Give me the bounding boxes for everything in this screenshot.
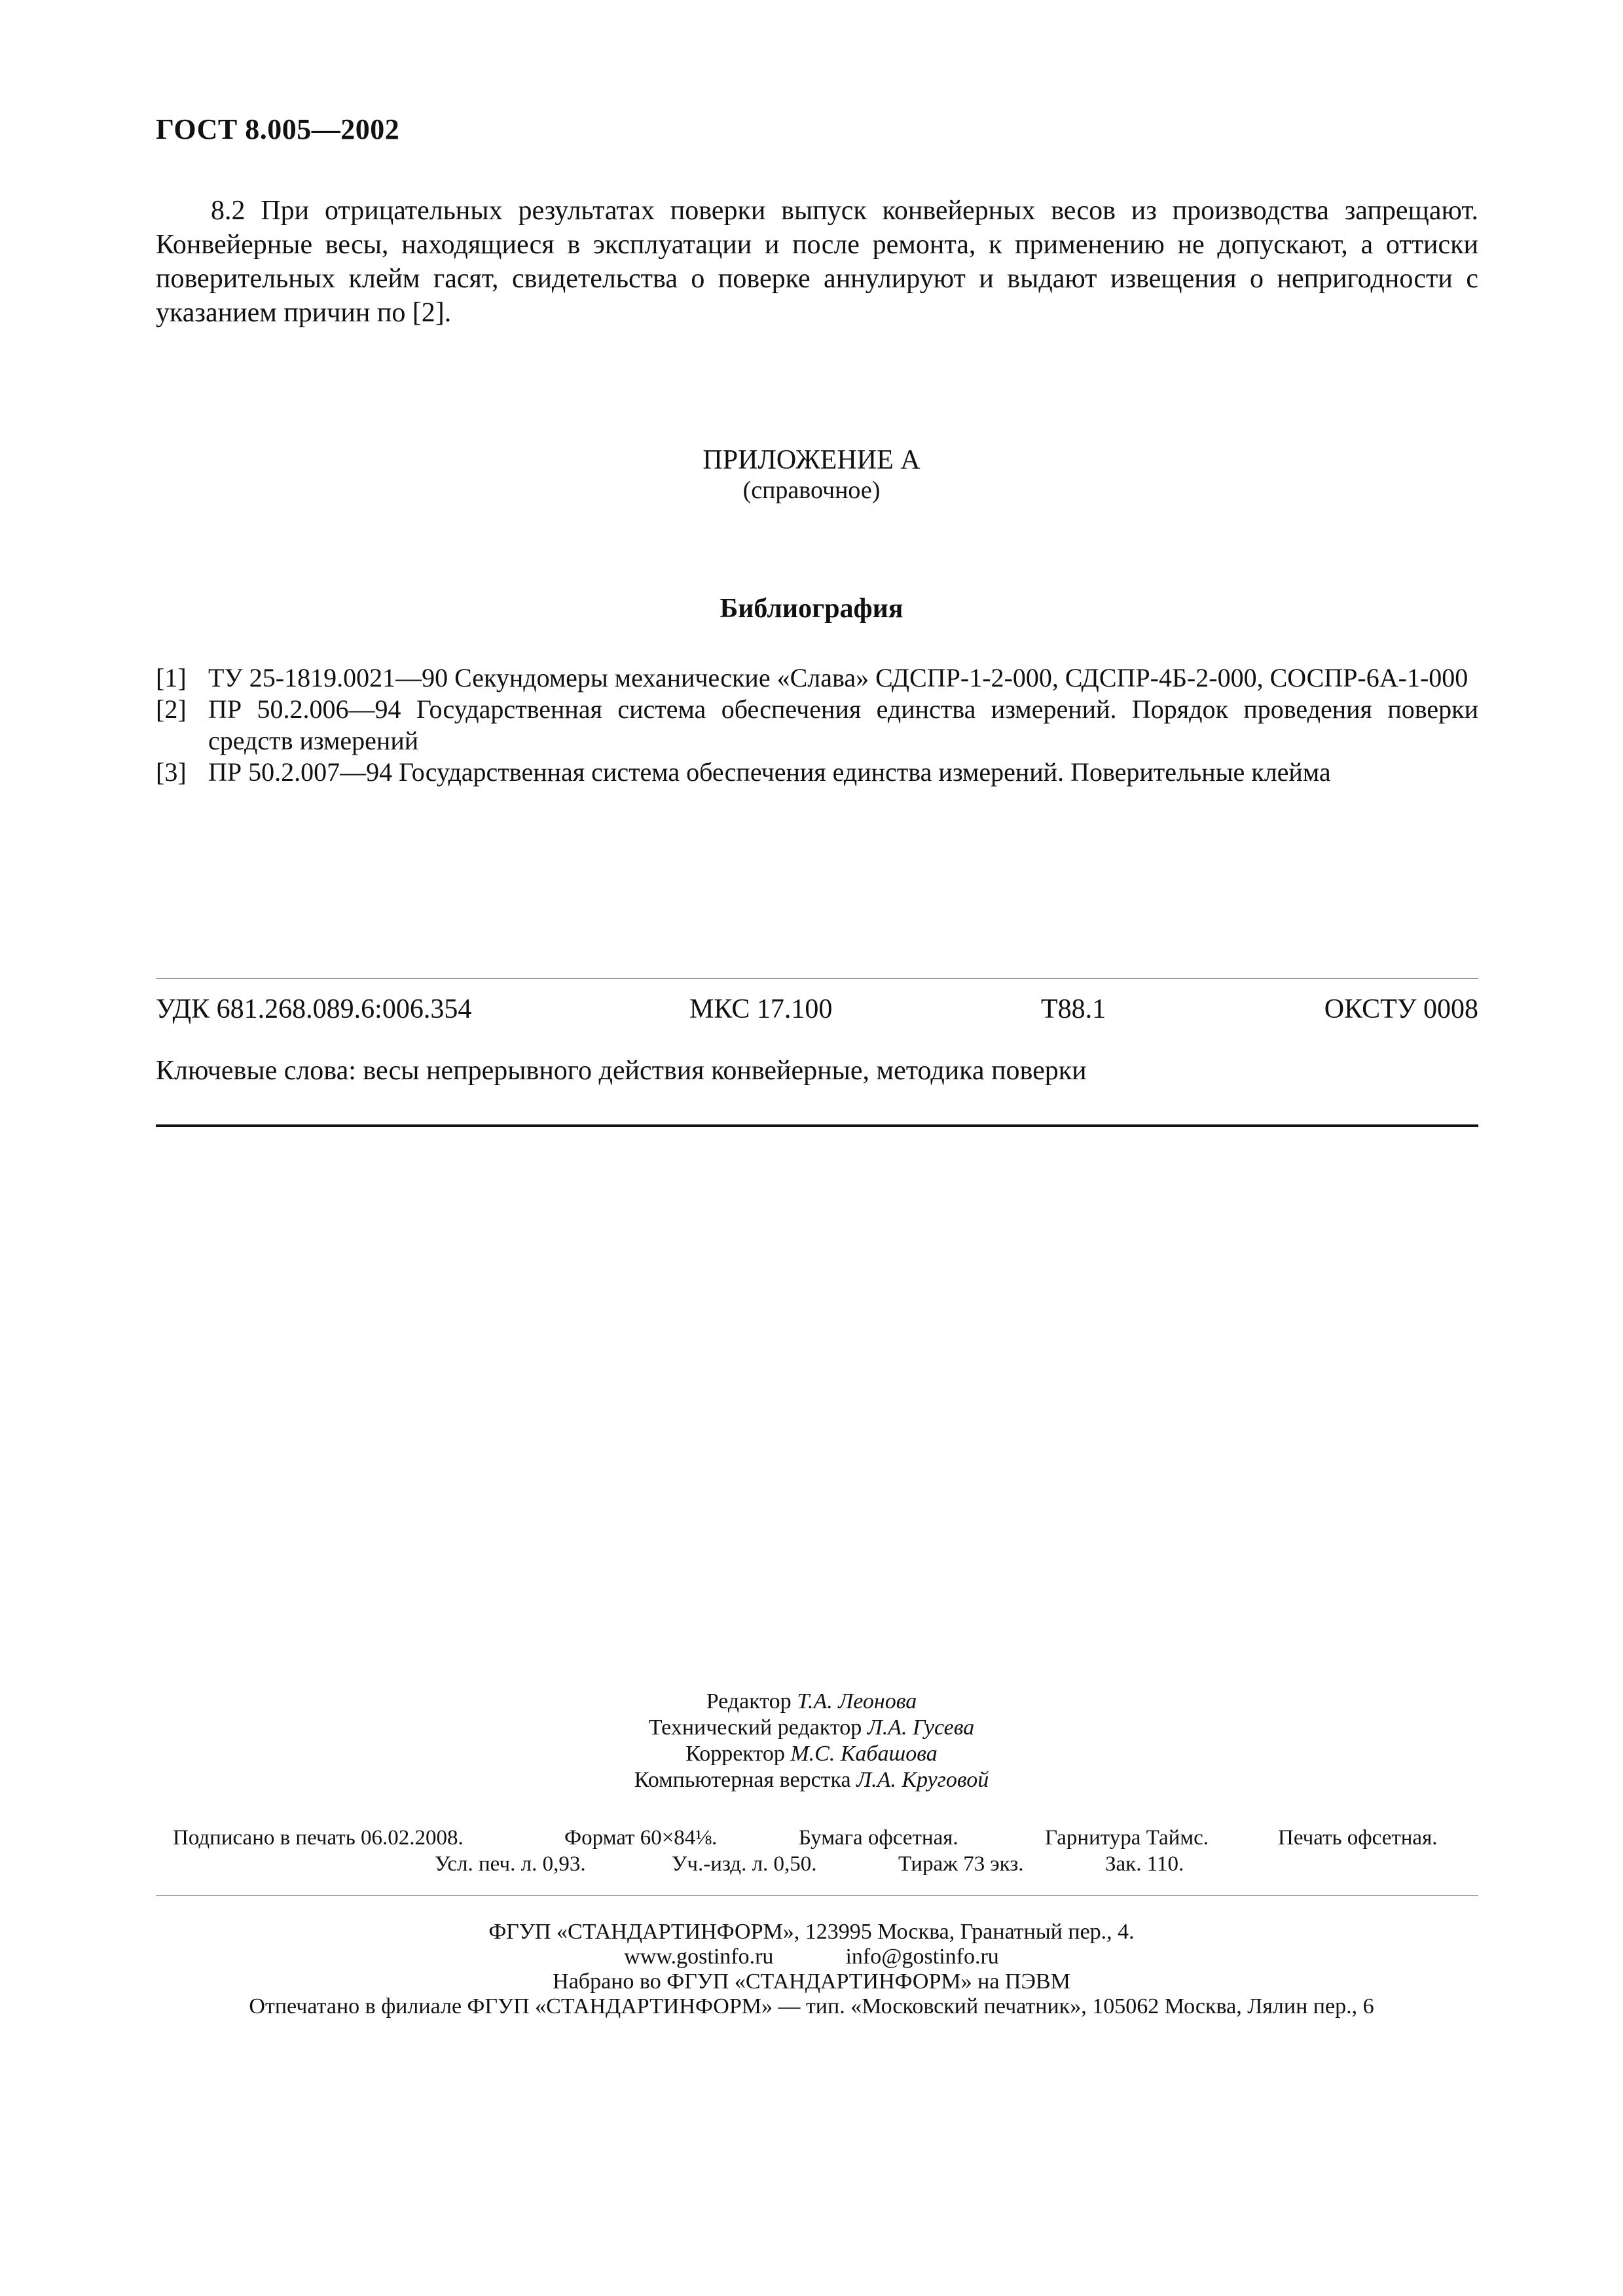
typeset-note: Набрано во ФГУП «СТАНДАРТИНФОРМ» на ПЭВМ bbox=[553, 1969, 1070, 1994]
credit-role: Корректор bbox=[685, 1742, 785, 1766]
publisher-divider bbox=[156, 1895, 1478, 1896]
bibliography-list bbox=[156, 662, 1478, 788]
circulation: Тираж 73 экз. bbox=[898, 1852, 1024, 1876]
credit-name: М.С. Кабашова bbox=[790, 1742, 938, 1766]
keywords-bottom-divider bbox=[156, 1124, 1478, 1127]
appendix-title: ПРИЛОЖЕНИЕ А bbox=[702, 445, 921, 475]
udk-code: УДК 681.268.089.6:006.354 bbox=[156, 994, 472, 1024]
credit-name: Л.А. Гусева bbox=[867, 1715, 975, 1740]
credit-name: Л.А. Круговой bbox=[856, 1768, 989, 1792]
bibliography-item-text: ТУ 25-1819.0021—90 Секундомеры механические «Слава» СДСПР-1-2-000, СДСПР-4Б-2-000, СОСПР-6А-1-000 bbox=[208, 663, 1468, 692]
typeface: Гарнитура Таймс. bbox=[1045, 1826, 1209, 1850]
editorial-credits bbox=[0, 1689, 1623, 1793]
printed-note: Отпечатано в филиале ФГУП «СТАНДАРТИНФОРМ» — тип. «Московский печатник», 105062 Москва, Лялин пер., 6 bbox=[249, 1994, 1374, 2018]
publisher-website: www.gostinfo.ru bbox=[624, 1945, 774, 1969]
paper-format: Формат 60×84⅛. bbox=[564, 1826, 718, 1850]
classifier-top-divider bbox=[156, 978, 1478, 979]
printing-method: Печать офсетная. bbox=[1278, 1826, 1438, 1850]
appendix-subtitle: (справочное) bbox=[742, 476, 881, 504]
publisher-email: info@gostinfo.ru bbox=[845, 1945, 999, 1969]
credit-role: Технический редактор bbox=[648, 1715, 862, 1740]
keywords-line: Ключевые слова: весы непрерывного действия конвейерные, методика поверки bbox=[156, 1056, 1087, 1086]
bibliography-item-text: ПР 50.2.006—94 Государственная система обеспечения единства измерений. Порядок проведения поверки средств измерений bbox=[208, 694, 1478, 755]
standard-id-header: ГОСТ 8.005—2002 bbox=[156, 113, 400, 145]
bibliography-item bbox=[156, 757, 1478, 788]
bibliography-item bbox=[156, 694, 1478, 757]
bibliography-title: Библиография bbox=[720, 594, 903, 624]
bibliography-item-number: [3] bbox=[156, 757, 187, 787]
credit-line bbox=[0, 1715, 1623, 1741]
mks-code: МКС 17.100 bbox=[689, 994, 833, 1024]
publisher-contacts bbox=[0, 1945, 1623, 1969]
paper-type: Бумага офсетная. bbox=[799, 1826, 958, 1850]
publisher-block bbox=[0, 1920, 1623, 2019]
credit-name: Т.А. Леонова bbox=[797, 1689, 917, 1713]
bibliography-item bbox=[156, 662, 1478, 694]
credit-line bbox=[0, 1741, 1623, 1767]
order-number: Зак. 110. bbox=[1105, 1852, 1184, 1876]
t-code: Т88.1 bbox=[1041, 994, 1106, 1024]
publishing-sheets: Уч.-изд. л. 0,50. bbox=[672, 1852, 817, 1876]
okstu-code: ОКСТУ 0008 bbox=[1324, 994, 1478, 1024]
section-8-2-paragraph: 8.2 При отрицательных результатах поверки выпуск конвейерных весов из производства запрещают. Конвейерные весы, находящиеся в эксплуатации и после ремонта, к применению не допускают, а оттиски поверительных клейм гасят, свидетельства о поверке аннулируют и выдают извещения о непригодности с указанием причин по [2]. bbox=[156, 196, 1478, 328]
bibliography-item-text: ПР 50.2.007—94 Государственная система обеспечения единства измерений. Поверительные клейма bbox=[208, 757, 1331, 787]
signed-date: Подписано в печать 06.02.2008. bbox=[173, 1826, 464, 1850]
publisher-address: ФГУП «СТАНДАРТИНФОРМ», 123995 Москва, Гранатный пер., 4. bbox=[488, 1920, 1135, 1944]
credit-line bbox=[0, 1689, 1623, 1715]
bibliography-item-number: [1] bbox=[156, 663, 187, 692]
credit-line bbox=[0, 1767, 1623, 1793]
bibliography-item-number: [2] bbox=[156, 694, 187, 724]
credit-role: Редактор bbox=[706, 1689, 792, 1713]
printed-sheets: Усл. печ. л. 0,93. bbox=[435, 1852, 586, 1876]
credit-role: Компьютерная верстка bbox=[634, 1768, 851, 1792]
